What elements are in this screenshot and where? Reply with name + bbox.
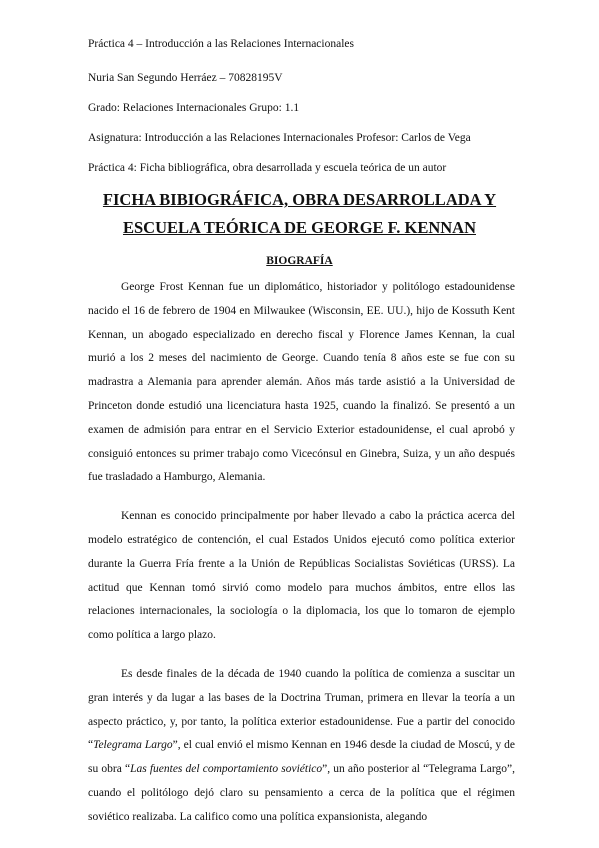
document-title-line-2: ESCUELA TEÓRICA DE GEORGE F. KENNAN — [122, 218, 476, 237]
document-title-line-1: FICHA BIBIOGRÁFICA, OBRA DESARROLLADA Y — [102, 190, 497, 209]
paragraph-3-italic-telegrama: Telegrama Largo — [93, 739, 173, 752]
document-body — [88, 276, 515, 845]
paragraph-3-part-a: Es desde finales de la década de 1940 cuando la política de comienza a suscitar un gran interés y da lugar a las bases de la Doctrina Truman, primera en llevar la teoría a un aspecto práctico, y, por tanto, la política exterior estadounidense. Fue a partir del conocido “ — [88, 667, 515, 752]
header-grade-line: Grado: Relaciones Internacionales Grupo: 1.1 — [88, 102, 300, 114]
paragraph-3-part-c: ”, un año posterior al “Telegrama Largo”, cuando el politólogo dejó claro su pensamiento a cerca de la política que el régimen soviético realizaba. La califico como una política expansionista, alegando — [88, 763, 515, 823]
header-practice-line: Práctica 4: Ficha bibliográfica, obra desarrollada y escuela teórica de un autor — [88, 162, 447, 174]
header-subject-line: Asignatura: Introducción a las Relaciones Internacionales Profesor: Carlos de Vega — [88, 132, 471, 144]
header-course-line: Práctica 4 – Introducción a las Relaciones Internacionales — [88, 38, 354, 50]
paragraph-1: George Frost Kennan fue un diplomático, historiador y politólogo estadounidense nacido el 16 de febrero de 1904 en Milwaukee (Wisconsin, EE. UU.), hijo de Kossuth Kent Kennan, un abogado especializado en derecho fiscal y Florence James Kennan, la cual murió a los 2 meses del nacimiento de George. Cuando tenía 8 años este se fue con su madrastra a Alemania para aprender alemán. Años más tarde asistió a la Universidad de Princeton donde estudió una licenciatura hasta 1925, cuando la finalizó. Se presentó a un examen de admisión para entrar en el Servicio Exterior estadounidense, el cual aprobó y consiguió entonces su primer trabajo como Vicecónsul en Ginebra, Suiza, y un año después fue trasladado a Hamburgo, Alemania. — [88, 281, 515, 484]
paragraph-3-part-b: ”, el cual envió el mismo Kennan en 1946 desde la ciudad de Moscú, y de su obra “ — [88, 739, 516, 776]
paragraph-3 — [88, 663, 515, 830]
paragraph-3-italic-obra: Las fuentes del comportamiento soviético — [130, 763, 323, 776]
section-heading-biografia: BIOGRAFÍA — [266, 255, 333, 267]
paragraph-2: Kennan es conocido principalmente por haber llevado a cabo la práctica acerca del modelo estratégico de contención, el cual Estados Unidos ejecutó como política exterior durante la Guerra Fría frente a la Unión de Repúblicas Socialistas Soviéticas (URSS). La actitud que Kennan tomó sirvió como modelo para muchos ámbitos, entre ellos las relaciones internacionales, la sociología o la diplomacia, los que lo tomaron de ejemplo como política a largo plazo. — [88, 510, 515, 642]
header-author-line: Nuria San Segundo Herráez – 70828195V — [88, 72, 283, 84]
